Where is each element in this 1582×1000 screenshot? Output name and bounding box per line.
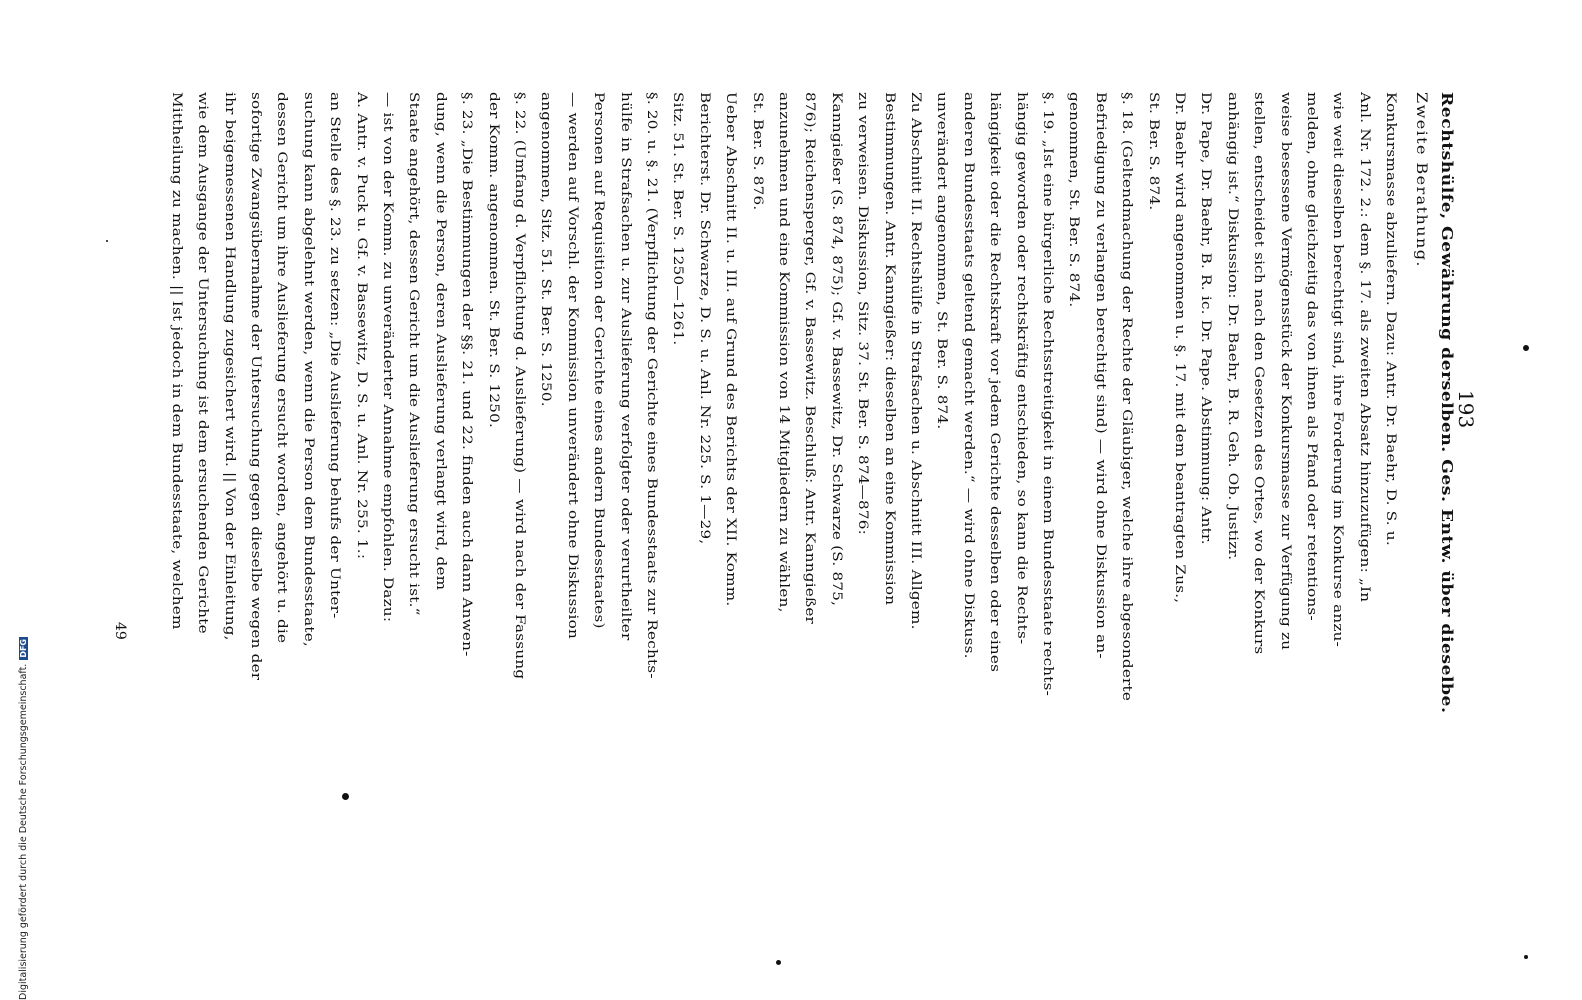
text-line: der Komm. angenommen. St. Ber. S. 1250. <box>485 92 501 429</box>
text-line: hängig geworden oder rechtskräftig entschieden, so kann die Rechts- <box>1013 92 1029 645</box>
text-line: St. Ber. S. 874. <box>1145 92 1161 211</box>
text-line: §. 20. u. §. 21. (Verpflichtung der Gerichte eines Bundesstaats zur Rechts- <box>644 92 659 679</box>
text-line: Kanngießer (S. 874, 875); Gf. v. Bassewitz, Dr. Schwarze (S. 875, <box>828 92 844 607</box>
text-line: dung, wenn die Person, deren Auslieferung verlangt wird, dem <box>432 92 448 591</box>
text-line: hängigkeit oder die Rechtskraft vor jedem Gerichte desselben oder eines <box>987 92 1003 673</box>
text-line: ihr beigemessenen Handlung zugesichert wird. || Von der Einleitung, <box>221 92 237 641</box>
page-number: 193 <box>1454 390 1478 429</box>
sheet-number: 49 <box>112 622 128 640</box>
text-line: St. Ber. S. 876. <box>749 92 765 211</box>
scan-speck <box>342 793 349 800</box>
text-line: Bestimmungen. Antr. Kanngießer: dieselben an eine Kommission <box>881 92 897 606</box>
text-line: — ist von der Komm. zu unveränderter Annahme empfohlen. Dazu: <box>380 92 395 623</box>
text-line: Ueber Abschnitt II. u. III. auf Grund des Berichts der XII. Komm. <box>723 92 739 607</box>
text-line: Personen auf Requisition der Gerichte eines andern Bundesstaates) <box>591 92 607 629</box>
text-line: suchung kann abgelehnt werden, wenn die Person dem Bundesstaate, <box>300 92 316 647</box>
scan-speck <box>1524 955 1528 959</box>
scan-speck <box>1523 345 1529 351</box>
text-line: zu verweisen. Diskussion, Sitz. 37. St. Ber. S. 874—876: <box>855 92 871 535</box>
text-line: anderen Bundesstaats geltend gemacht werden.“ — wird ohne Diskuss. <box>960 92 976 659</box>
text-line: Sitz. 51. St. Ber. S. 1250—1261. <box>670 92 686 346</box>
scan-speck <box>106 240 108 242</box>
text-line: Anl. Nr. 172. 2.: dem §. 17. als zweiten Absatz hinzuzufügen: „In <box>1356 92 1372 603</box>
text-line: sofortige Zwangsübernahme der Untersuchung gegen dieselbe wegen der <box>248 92 263 681</box>
text-line: §. 22. (Umfang d. Verpflichtung d. Auslieferung) — wird nach der Fassung <box>512 92 527 680</box>
text-line: §. 23. „Die Bestimmungen der §§. 21. und 22. finden auch dann Anwen- <box>459 92 475 657</box>
text-line: Dr. Baehr wird angenommen u. §. 17. mit dem beantragten Zus., <box>1172 92 1187 604</box>
scan-speck <box>776 960 781 965</box>
text-line: Befriedigung zu verlangen berechtigt sind) — wird ohne Diskussion an- <box>1092 92 1108 659</box>
text-line: unverändert angenommen, St. Ber. S. 874. <box>934 92 950 430</box>
text-line: Dr. Pape, Dr. Baehr, B. R. ic. Dr. Pape. Abstimmung: Antr. <box>1198 92 1214 545</box>
text-line: anhängig ist.“ Diskussion: Dr. Baehr, B. R. Geh. Ob. Justizr. <box>1224 92 1240 561</box>
footer-text: Digitalisierung gefördert durch die Deutsche Forschungsgemeinschaft. <box>18 663 29 1000</box>
text-line: Konkursmasse abzuliefern. Dazu: Antr. Dr. Baehr, D. S. u. <box>1383 92 1399 546</box>
text-line: hülfe in Strafsachen u. zur Auslieferung verfolgter oder verurtheilter <box>617 92 633 641</box>
text-line: anzunehmen und eine Kommission von 14 Mitgliedern zu wählen, <box>776 92 791 613</box>
text-line: stellen, entscheidet sich nach den Gesetzen des Ortes, wo der Konkurs <box>1251 92 1267 655</box>
text-line: an Stelle des §. 23. zu setzen: „Die Auslieferung behufs der Unter- <box>327 92 343 619</box>
text-line: Mittheilung zu machen. || Ist jedoch in dem Bundesstaate, welchem <box>168 92 184 630</box>
text-line: angenommen, Sitz. 51. St. Ber. S. 1250. <box>538 92 554 407</box>
text-line: Berichterst. Dr. Schwarze, D. S. u. Anl. Nr. 225. S. 1—29, <box>696 92 712 545</box>
text-line: Staate angehört, dessen Gericht um die Auslieferung ersucht ist.“ <box>406 92 422 616</box>
text-line: 876); Reichensperger, Gf. v. Bassewitz. Beschluß: Antr. Kanngießer <box>802 92 818 625</box>
text-line: Zu Abschnitt II. Rechtshülfe in Strafsachen u. Abschnitt III. Allgem. <box>908 92 923 630</box>
section-subheading: Zweite Berathung. <box>1412 92 1429 268</box>
section-heading: Rechtshülfe, Gewährung derselben. Ges. Entw. über dieselbe. <box>1438 92 1456 714</box>
text-line: melden, ohne gleichzeitig das von ihnen als Pfand oder retentions- <box>1304 92 1319 621</box>
text-line: wie dem Ausgange der Untersuchung ist dem ersuchenden Gerichte <box>195 92 211 634</box>
text-line: §. 19. „Ist eine bürgerliche Rechtsstreitigkeit in einem Bundesstaate rechts- <box>1040 92 1055 696</box>
text-line: — werden auf Vorschl. der Kommission unverändert ohne Diskussion <box>564 92 580 639</box>
text-line: wie weit dieselben berechtigt sind, ihre Forderung im Konkurse anzu- <box>1330 92 1346 647</box>
text-line: A. Antr. v. Puck u. Gf. v. Bassewitz, D. S. u. Anl. Nr. 255. 1.: <box>353 92 369 560</box>
digitization-footer <box>18 637 29 1000</box>
dfg-logo: DFG <box>19 639 28 658</box>
text-line: dessen Gericht um ihre Auslieferung ersucht worden, angehört u. die <box>274 92 290 644</box>
text-line: genommen, St. Ber. S. 874. <box>1066 92 1082 308</box>
text-line: weise besessene Vermögensstück der Konkursmasse zur Verfügung zu <box>1277 92 1293 651</box>
text-line: §. 18. (Geltendmachung der Rechte der Gläubiger, welche ihre abgesonderte <box>1119 92 1135 702</box>
